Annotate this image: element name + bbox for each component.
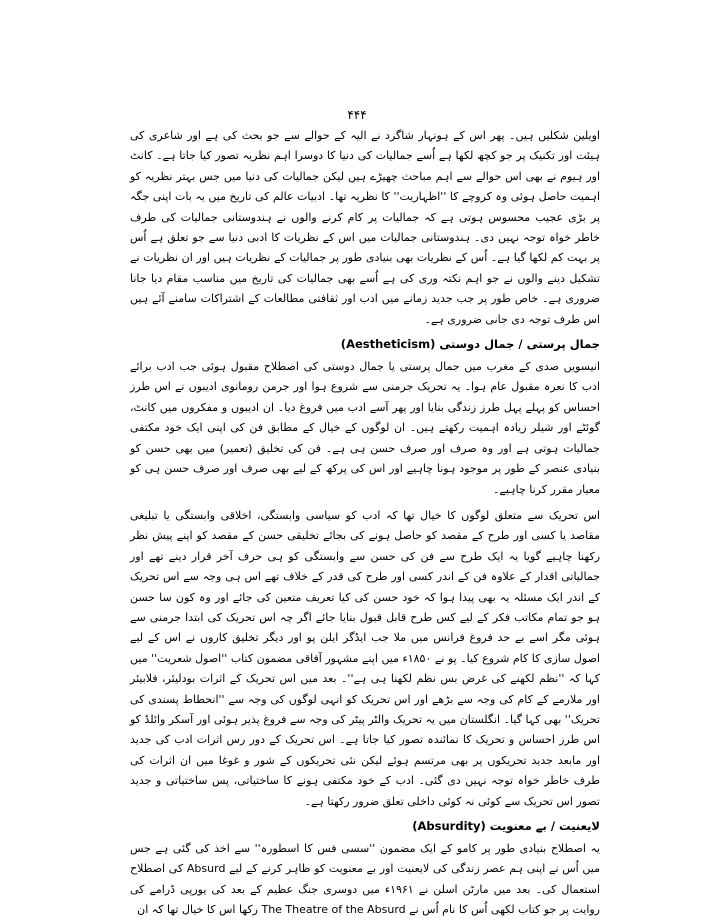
page-number: ۴۴۴	[347, 108, 367, 122]
absurdity-paragraph: یہ اصطلاح بنیادی طور پر کامو کے ایک مضمون ''سسی فس کا اسطورہ'' سے اخذ کی گئی ہے جس میں اُس نے اپنی ہم عصر زندگی کی لایعنیت اور بے معنویت کو ظاہر کرنے کے لیے Absurd کی اصطلاح استعمال کی۔ بعد میں مارٹن اسلن نے ۱۹۶۱ء میں دوسری جنگ عظیم کے بعد کی یورپی ڈرامے کی روایت پر جو کتاب لکھی اُس کا نام اُس نے The Theatre of the Absurd رکھا اس کا خیال تھا کہ ان	[130, 842, 600, 917]
aestheticism-paragraph-2: اس تحریک سے متعلق لوگوں کا خیال تھا کہ ادب کو سیاسی وابستگی، اخلاقی وابستگی یا تبلیغی مقاصد یا کسی اور طرح کے مقصد کو حاصل ہونے کی بجائے تخلیقی حسن کے مقصد کو اپنے پیش نظر رکھنا چاہیے گویا یہ ایک طرح سے فن کی حسن سے وابستگی کو ہی حرف آخر قرار دینے تھے اور جمالیاتی اقدار کے علاوہ فن کے اندر کسی اور طرح کی قدر کے خلاف تھے اس ہی وجہ سے اس تحریک کے اندر ایک مسئلہ یہ بھی پیدا ہوا کہ خود حسن کی کیا تعریف متعین کی جائے اور وہ کون سا حسن ہو جو تمام مکاتب فکر کے لیے کس طرح قابل قبول بنایا جائے اگر چہ اس تحریک کی ابتدا جرمنی سے ہوئی مگر اسے بے حد فروغ فرانس میں ملا جب ایڈگر ایلن پو اور دیگر تخلیق کاروں نے اس کے لیے اصول سازی کا کام شروع کیا۔ پو نے ۱۸۵۰ء میں اپنے مشہور آفاقی مضمون کتاب ''اصول شعریت'' میں کہا کہ ''نظم لکھنے کی غرض بس نظم لکھنا ہی ہے''۔ بعد میں اس تحریک کے اثرات بودلیئر، فلابیئر اور ملارمے کے کام کی وجہ سے بڑھے اور اس تحریک کو انہی لوگوں کی وجہ سے ''انحطاط پسندی کی تحریک'' بھی کہا گیا۔ انگلستان میں یہ تحریک والٹر پیٹر کی وجہ سے فروغ پذیر ہوئی اور آسکر وائلڈ کو اس طرز احساس و تحریک کا نمائندہ تصور کیا جاتا ہے۔ اس تحریک کے دور رس اثرات ادب کی جدید اور مابعد جدید تحریکوں پر بھی مرتسم ہوئے لیکن نئی تحریکوں کے شور و غوغا میں ان اثرات کی طرف خاطر خواہ توجہ نہیں دی گئی۔ ادب کے خود مکتفی ہونے کا ساختیاتی، پس ساختیاتی و جدید تصور اس تحریک سے کوئی نہ کوئی داخلی تعلق ضرور رکھتا ہے۔	[130, 508, 600, 808]
section-heading-absurdity: لایعنیت / بے معنویت (Absurdity)	[412, 819, 600, 833]
intro-paragraph: اویلین شکلیں ہیں۔ پھر اس کے ہونہار شاگرد نے الیہ کے حوالے سے جو بحث کی ہے اور شاعری کی ہیئت اور تکنیک پر جو کچھ لکھا ہے اُسے جمالیات کی دنیا کا دوسرا اہم نظریہ تصور کیا جاتا ہے۔ کانٹ اور ہیوم نے بھی اس حوالے سے اہم مباحث چھیڑے ہیں لیکن جمالیات کی دنیا میں جس بہتر نظریہ کو اہمیت حاصل ہوئی وہ کروچے کا ''اظہاریت'' کا نظریہ تھا۔ ادبیات عالم کی تاریخ میں یہ بات اپنی جگہ پر بڑی عجیب محسوس ہوتی ہے کہ جمالیات پر کام کرنے والوں نے ہندوستانی جمالیات کی طرف خاطر خواہ توجہ نہیں دی۔ ہندوستانی جمالیات میں اس کے نظریات کا ادبی دنیا سے جو تعلق ہے اُس پر بہت کم لکھا گیا ہے۔ اُس کے نظریات بھی بنیادی طور پر جمالیات کے نظریات ہیں اور ان نظریات نے تشکیل دینے والوں نے جو اہم نکتہ وری کی ہے اُسے بھی جمالیات کی تاریخ میں مناسب مقام دیا جانا ضروری ہے۔ خاص طور پر جب جدید زمانے میں ادب اور ثقافتی مطالعات کے اشتراکات سامنے آئے ہیں اس طرف توجہ دی جانی ضروری ہے۔	[130, 129, 600, 326]
section-heading-aestheticism: جمال پرستی / جمال دوستی (Aestheticism)	[340, 337, 600, 352]
aestheticism-paragraph-1: انیسویں صدی کے مغرب میں جمال پرستی یا جمال دوستی کی اصطلاح مقبول ہوئی جب ادب برائے ادب کا نعرہ مقبول عام ہوا۔ یہ تحریک جرمنی سے شروع ہوا اور جرمن رومانوی ادیبوں نے اس طرز احساس کو پہلے پہل طرز زندگی بنایا اور پھر آسے ادب میں فروغ دیا۔ ان ادیبوں و مفکروں میں کانٹ، گوئٹے اور شیلر زیادہ اہمیت رکھتے ہیں۔ ان لوگوں کے خیال کے مطابق فن کی اپنی ایک خود مکتفی جمالیات ہوتی ہے اور وہ صرف اور صرف حسن ہی ہے۔ فن کی تخلیق (تعمیر) میں بھی حسن کو بنیادی عنصر کے طور پر موجود ہونا چاہیے اور اس کی پرکھ کے لیے بھی صرف اور صرف حسن ہی کو معیار مقرر کرنا چاہیے۔	[130, 360, 600, 496]
page-body	[130, 126, 600, 921]
